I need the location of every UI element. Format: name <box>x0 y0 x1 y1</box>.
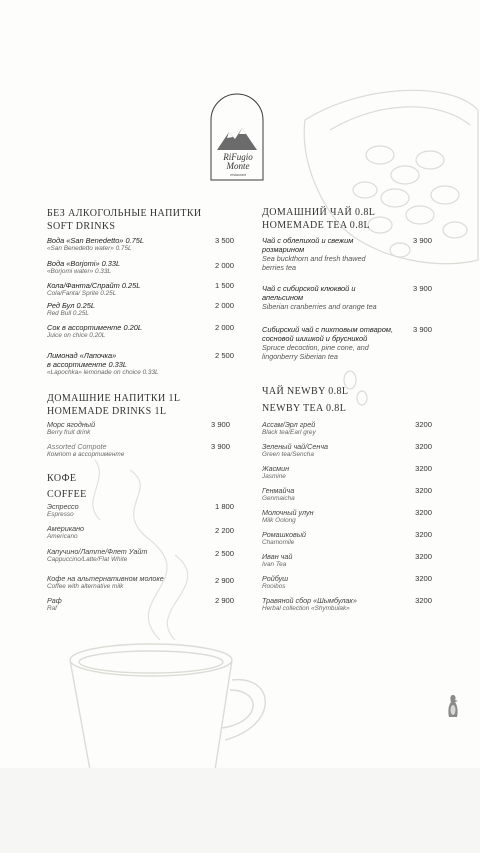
item-name-ru: Кола/Фанта/Спрайт 0.25L <box>47 281 141 290</box>
item-price: 3 900 <box>210 420 230 429</box>
item-name-en: «Borjomi water» 0.33L <box>47 268 111 275</box>
item-name-en: Cappuccino/Latte/Flat White <box>47 556 128 563</box>
item-name-ru: Ред Бул 0.25L <box>47 301 95 310</box>
item-name-ru: Ассам/Эрл грей <box>262 420 316 429</box>
item-price: 3200 <box>415 530 432 539</box>
item-price: 2 000 <box>214 301 234 310</box>
menu-item <box>47 596 234 613</box>
item-name-ru: Генмайча <box>262 486 295 495</box>
menu-item <box>262 464 432 481</box>
item-name-ru: Иван чай <box>262 552 293 561</box>
item-price: 3200 <box>415 596 432 605</box>
item-price: 2 200 <box>214 526 234 535</box>
item-price: 3200 <box>415 486 432 495</box>
item-name-en: Herbal collection «Shymbulak» <box>262 605 350 612</box>
item-name-ru: Чай с сибирской клюквой и <box>262 284 356 293</box>
item-name-en: Berry fruit drink <box>47 429 91 436</box>
item-name-en: Sea buckthorn and fresh thawed <box>262 254 366 263</box>
item-name-en: Jasmine <box>262 473 286 480</box>
item-price: 3200 <box>415 508 432 517</box>
item-price: 1 500 <box>214 281 234 290</box>
item-name-ru: Ромашковый <box>262 530 307 539</box>
item-price: 3200 <box>415 574 432 583</box>
item-name-ru-line2: сосновой шишкой и брусникой <box>262 334 368 343</box>
menu-item <box>262 325 432 361</box>
item-price: 2 500 <box>214 549 234 558</box>
item-name-ru: Assorted Compote <box>47 442 107 451</box>
item-name-en: Juice on chice 0.20L <box>47 332 106 339</box>
brand-tagline: restaurant <box>230 173 246 177</box>
item-name-en: Rooibos <box>262 583 286 590</box>
brand-name-line2: Monte <box>226 161 250 171</box>
menu-item <box>47 574 234 591</box>
item-name-ru: Молочный улун <box>262 508 314 517</box>
item-name-ru: Лимонад «Лапочка» <box>47 351 117 360</box>
soft-drinks-title: БЕЗ АЛКОГОЛЬНЫЕ НАПИТКИ SOFT DRINKS <box>47 208 202 232</box>
item-name-ru: Чай с облепихой и свежим <box>262 236 354 245</box>
item-price: 3 900 <box>412 236 432 245</box>
item-price: 3 900 <box>412 325 432 334</box>
coffee-title: КОФЕ COFFEE <box>47 473 87 500</box>
menu-item <box>47 301 234 318</box>
item-name-ru: Вода «Borjomi» 0.33L <box>47 259 121 268</box>
item-name-en: Spruce decoction, pine cone, and <box>262 343 369 352</box>
item-name-en-line2: berries tea <box>262 263 296 272</box>
item-name-ru: Вода «San Benedetto» 0.75L <box>47 236 144 245</box>
item-name-ru: Ройбуш <box>262 574 289 583</box>
item-name-ru: Капучино/Латте/Флет Уайт <box>47 547 148 556</box>
homemade-drinks-title: ДОМАШНИЕ НАПИТКИ 1L HOMEMADE DRINKS 1L <box>47 393 181 417</box>
item-name-en: Espresso <box>47 511 74 518</box>
brand-name-line1: RiFugio <box>223 152 253 162</box>
menu-item <box>262 442 432 459</box>
item-name-ru: Жасмин <box>262 464 290 473</box>
menu-item <box>262 508 432 525</box>
menu-item <box>47 502 234 519</box>
item-name-en: Green tea/Sencha <box>262 451 314 458</box>
restaurant-logo <box>209 92 265 182</box>
item-name-en: Siberian cranberries and orange tea <box>262 302 377 311</box>
homemade-tea-title: ДОМАШНИЙ ЧАЙ 0.8L HOMEMADE TEA 0.8L <box>262 207 376 231</box>
menu-item <box>47 259 234 276</box>
item-name-en: Chamomile <box>262 539 295 546</box>
menu-item <box>47 351 234 377</box>
item-price: 3200 <box>415 464 432 473</box>
item-name-ru: Сок в ассортименте 0.20L <box>47 323 142 332</box>
item-price: 3 500 <box>214 236 234 245</box>
newby-tea-title: ЧАЙ NEWBY 0.8L NEWBY TEA 0.8L <box>262 386 349 414</box>
menu-item <box>262 236 432 272</box>
menu-item <box>47 442 230 459</box>
item-name-en: «San Benedetto water» 0.75L <box>47 245 132 252</box>
item-price: 3200 <box>415 552 432 561</box>
item-price: 2 900 <box>214 576 234 585</box>
item-price: 2 000 <box>214 261 234 270</box>
item-name-en: «Lapochka» lemonade on choice 0.33L <box>47 369 159 376</box>
item-name-ru-line2: розмарином <box>262 245 305 254</box>
item-price: 3200 <box>415 442 432 451</box>
menu-item <box>47 323 234 340</box>
menu-item <box>47 547 234 564</box>
item-price: 2 500 <box>214 351 234 360</box>
menu-item <box>262 552 432 569</box>
item-name-en: Coffee with alternative milk <box>47 583 124 590</box>
item-name-en: Red Bull 0.25L <box>47 310 89 317</box>
menu-item <box>47 524 234 541</box>
item-name-ru: Эспрессо <box>47 502 79 511</box>
footer-band <box>0 768 480 853</box>
item-name-en: Ivan Tea <box>262 561 287 568</box>
left-column <box>47 207 234 233</box>
item-name-en: Cola/Fanta/ Sprite 0.25L <box>47 290 117 297</box>
menu-item <box>47 281 234 298</box>
item-name-ru: Травяной сбор «Шымбулак» <box>262 596 357 605</box>
menu-item <box>262 596 432 613</box>
item-name-en: Black tea/Earl grey <box>262 429 316 436</box>
item-price: 2 000 <box>214 323 234 332</box>
item-name-ru: Сибирский чай с пихтовым отваром, <box>262 325 394 334</box>
item-name-en: Raf <box>47 605 57 612</box>
item-name-ru-line2: апельсином <box>262 293 304 302</box>
menu-item <box>262 530 432 547</box>
item-price: 1 800 <box>214 502 234 511</box>
menu-item <box>262 574 432 591</box>
menu-item <box>47 236 234 253</box>
item-name-ru: Кофе на альтернативном молоке <box>47 574 164 583</box>
item-price: 2 900 <box>214 596 234 605</box>
item-name-ru: Зеленый чай/Сенча <box>262 442 329 451</box>
item-price: 3 900 <box>412 284 432 293</box>
item-name-ru-line2: в ассортименте 0.33L <box>47 360 127 369</box>
item-name-ru: Морс ягодный <box>47 420 96 429</box>
item-price: 3200 <box>415 420 432 429</box>
item-name-ru: Американо <box>47 524 85 533</box>
item-name-ru: Раф <box>47 596 62 605</box>
menu-item <box>47 420 230 437</box>
menu-item <box>262 486 432 503</box>
menu-item <box>262 284 432 311</box>
item-price: 3 900 <box>210 442 230 451</box>
item-name-en: Genmaicha <box>262 495 295 502</box>
menu-item <box>262 420 432 437</box>
penguin-icon <box>446 694 460 718</box>
item-name-en: Компот в ассортименте <box>47 451 125 458</box>
item-name-en: Milk Oolong <box>262 517 296 524</box>
item-name-en: Americano <box>47 533 78 540</box>
item-name-en-line2: lingonberry Siberian tea <box>262 352 338 361</box>
